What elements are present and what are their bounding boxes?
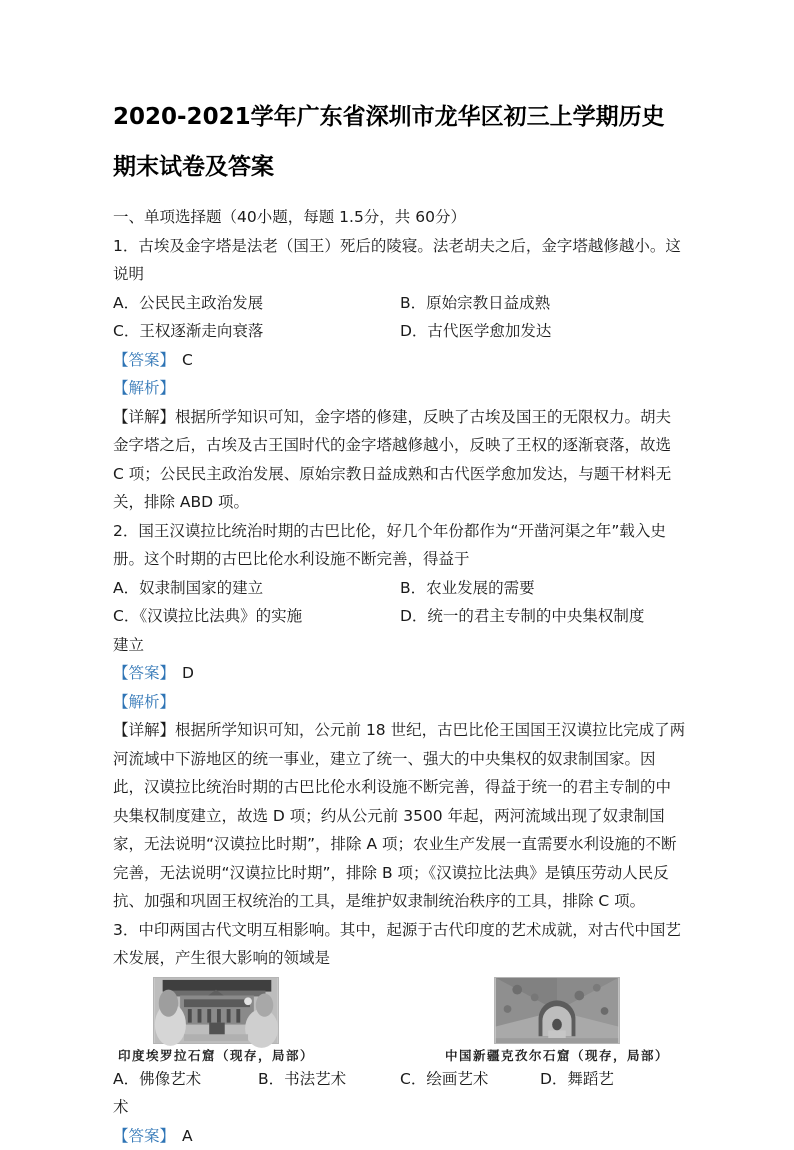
question-2-detail-text: 根据所学知识可知，公元前 18 世纪，古巴比伦王国国王汉谟拉比完成了两河流域中下游地区的统一事业，建立了统一、强大的中央集权的奴隶制国家。因此，汉谟拉比统治时期的古巴比伦水利设施不断完善，得益于统一的君主专制的中央集权制度建立，故选 D 项；约从公元前 3500 年起，两河流域出现了奴隶制国家，无法说明“汉谟拉比时期”，排除 A 项；农业生产发展一直需要水利设施的不断完善，无法说明“汉谟拉比时期”，排除 B 项；《汉谟拉比法典》是镇压劳动人民反抗、加强和巩固王权统治的工具，是维护奴隶制统治秩序的工具，排除 C 项。 bbox=[113, 721, 685, 910]
question-1-analysis-label: 【解析】 bbox=[113, 374, 686, 403]
question-1-option-a: A．公民民主政治发展 bbox=[113, 289, 400, 318]
section-heading: 一、单项选择题（40小题，每题 1.5分，共 60分） bbox=[113, 203, 686, 232]
answer-label: 【答案】 bbox=[113, 1127, 175, 1145]
question-3-option-b: B．书法艺术 bbox=[258, 1065, 400, 1094]
question-3-option-c: C．绘画艺术 bbox=[400, 1065, 540, 1094]
question-1-options-row-1 bbox=[113, 289, 686, 318]
question-2 bbox=[113, 517, 686, 916]
question-2-answer-value: D bbox=[182, 664, 194, 682]
question-2-detail bbox=[113, 716, 686, 916]
question-2-options-row-1 bbox=[113, 574, 686, 603]
question-1 bbox=[113, 232, 686, 517]
question-2-answer-line bbox=[113, 659, 686, 688]
figure-kizil bbox=[445, 977, 669, 1064]
page-title: 2020-2021学年广东省深圳市龙华区初三上学期历史期末试卷及答案 bbox=[113, 92, 686, 192]
question-3-answer-line bbox=[113, 1122, 686, 1150]
question-2-stem: 2．国王汉谟拉比统治时期的古巴比伦，好几个年份都作为“开凿河渠之年”载入史册。这个时期的古巴比伦水利设施不断完善，得益于 bbox=[113, 517, 686, 574]
ellora-caves-photo bbox=[153, 977, 279, 1044]
question-3-figures bbox=[113, 977, 686, 1064]
figure-ellora-caption: 印度埃罗拉石窟（现存，局部） bbox=[118, 1047, 314, 1064]
question-1-answer-value: C bbox=[182, 351, 193, 369]
question-2-option-d: D．统一的君主专制的中央集权制度 bbox=[400, 602, 644, 631]
answer-label: 【答案】 bbox=[113, 351, 175, 369]
question-2-options-row-2 bbox=[113, 602, 686, 631]
kizil-caves-photo bbox=[494, 977, 620, 1044]
detail-label: 【详解】 bbox=[113, 721, 175, 739]
question-1-options-row-2 bbox=[113, 317, 686, 346]
question-2-analysis-label: 【解析】 bbox=[113, 688, 686, 717]
detail-label: 【详解】 bbox=[113, 408, 175, 426]
question-1-option-d: D．古代医学愈加发达 bbox=[400, 317, 551, 346]
figure-kizil-caption: 中国新疆克孜尔石窟（现存，局部） bbox=[445, 1047, 669, 1064]
figure-ellora bbox=[118, 977, 314, 1064]
question-1-stem: 1．古埃及金字塔是法老（国王）死后的陵寝。法老胡夫之后，金字塔越修越小。这说明 bbox=[113, 232, 686, 289]
question-3 bbox=[113, 916, 686, 1150]
question-2-option-a: A．奴隶制国家的建立 bbox=[113, 574, 400, 603]
question-2-option-d-overflow: 建立 bbox=[113, 631, 686, 660]
question-1-detail bbox=[113, 403, 686, 517]
question-1-option-b: B．原始宗教日益成熟 bbox=[400, 289, 550, 318]
answer-label: 【答案】 bbox=[113, 664, 175, 682]
question-3-option-d: D．舞蹈艺 bbox=[540, 1065, 614, 1094]
question-3-option-a: A．佛像艺术 bbox=[113, 1065, 258, 1094]
question-3-option-d-overflow: 术 bbox=[113, 1093, 686, 1122]
question-1-detail-text: 根据所学知识可知，金字塔的修建，反映了古埃及国王的无限权力。胡夫金字塔之后，古埃及古王国时代的金字塔越修越小，反映了王权的逐渐衰落，故选 C 项；公民民主政治发展、原始宗教日益成熟和古代医学愈加发达，与题干材料无关，排除 ABD 项。 bbox=[113, 408, 671, 512]
question-3-options-row bbox=[113, 1065, 686, 1094]
question-3-stem: 3．中印两国古代文明互相影响。其中，起源于古代印度的艺术成就，对古代中国艺术发展，产生很大影响的领域是 bbox=[113, 916, 686, 973]
question-2-option-c: C．《汉谟拉比法典》的实施 bbox=[113, 602, 400, 631]
question-3-answer-value: A bbox=[182, 1127, 193, 1145]
question-2-option-b: B．农业发展的需要 bbox=[400, 574, 535, 603]
question-1-answer-line bbox=[113, 346, 686, 375]
question-1-option-c: C．王权逐渐走向衰落 bbox=[113, 317, 400, 346]
